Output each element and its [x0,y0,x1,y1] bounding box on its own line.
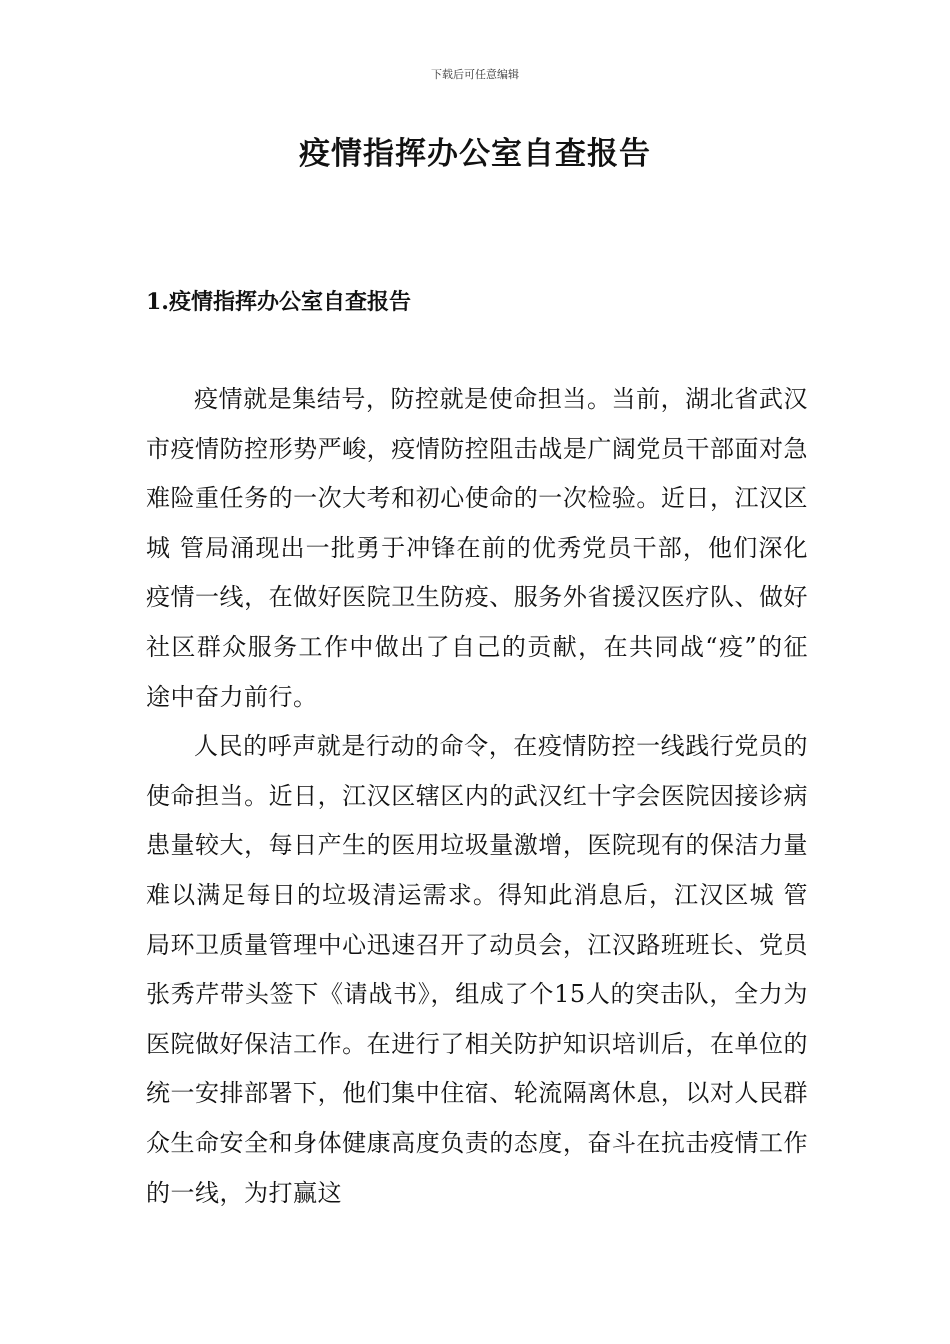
section-heading: 1.疫情指挥办公室自查报告 [146,289,411,315]
document-body [146,375,808,1218]
paragraph-2: 人民的呼声就是行动的命令，在疫情防控一线践行党员的使命担当。近日，江汉区辖区内的武汉红十字会医院因接诊病患量较大，每日产生的医用垃圾量激增，医院现有的保洁力量难以满足每日的垃圾清运需求。得知此消息后，江汉区城 管局环卫质量管理中心迅速召开了动员会，江汉路班班长、党员张秀芹带头签下《请战书》，组成了个15人的突击队，全力为医院做好保洁工作。在进行了相关防护知识培训后，在单位的统一安排部署下，他们集中住宿、轮流隔离休息，以对人民群众生命安全和身体健康高度负责的态度，奋斗在抗击疫情工作的一线，为打赢这 [146,732,808,1207]
document-title: 疫情指挥办公室自查报告 [299,136,651,172]
header-note: 下载后可任意编辑 [431,68,519,81]
paragraph-1: 疫情就是集结号，防控就是使命担当。当前，湖北省武汉市疫情防控形势严峻，疫情防控阻击战是广阔党员干部面对急难险重任务的一次大考和初心使命的一次检验。近日，江汉区城 管局涌现出一批勇于冲锋在前的优秀党员干部，他们深化疫情一线，在做好医院卫生防疫、服务外省援汉医疗队、做好社区群众服务工作中做出了自己的贡献，在共同战“疫”的征途中奋力前行。 [146,385,808,711]
